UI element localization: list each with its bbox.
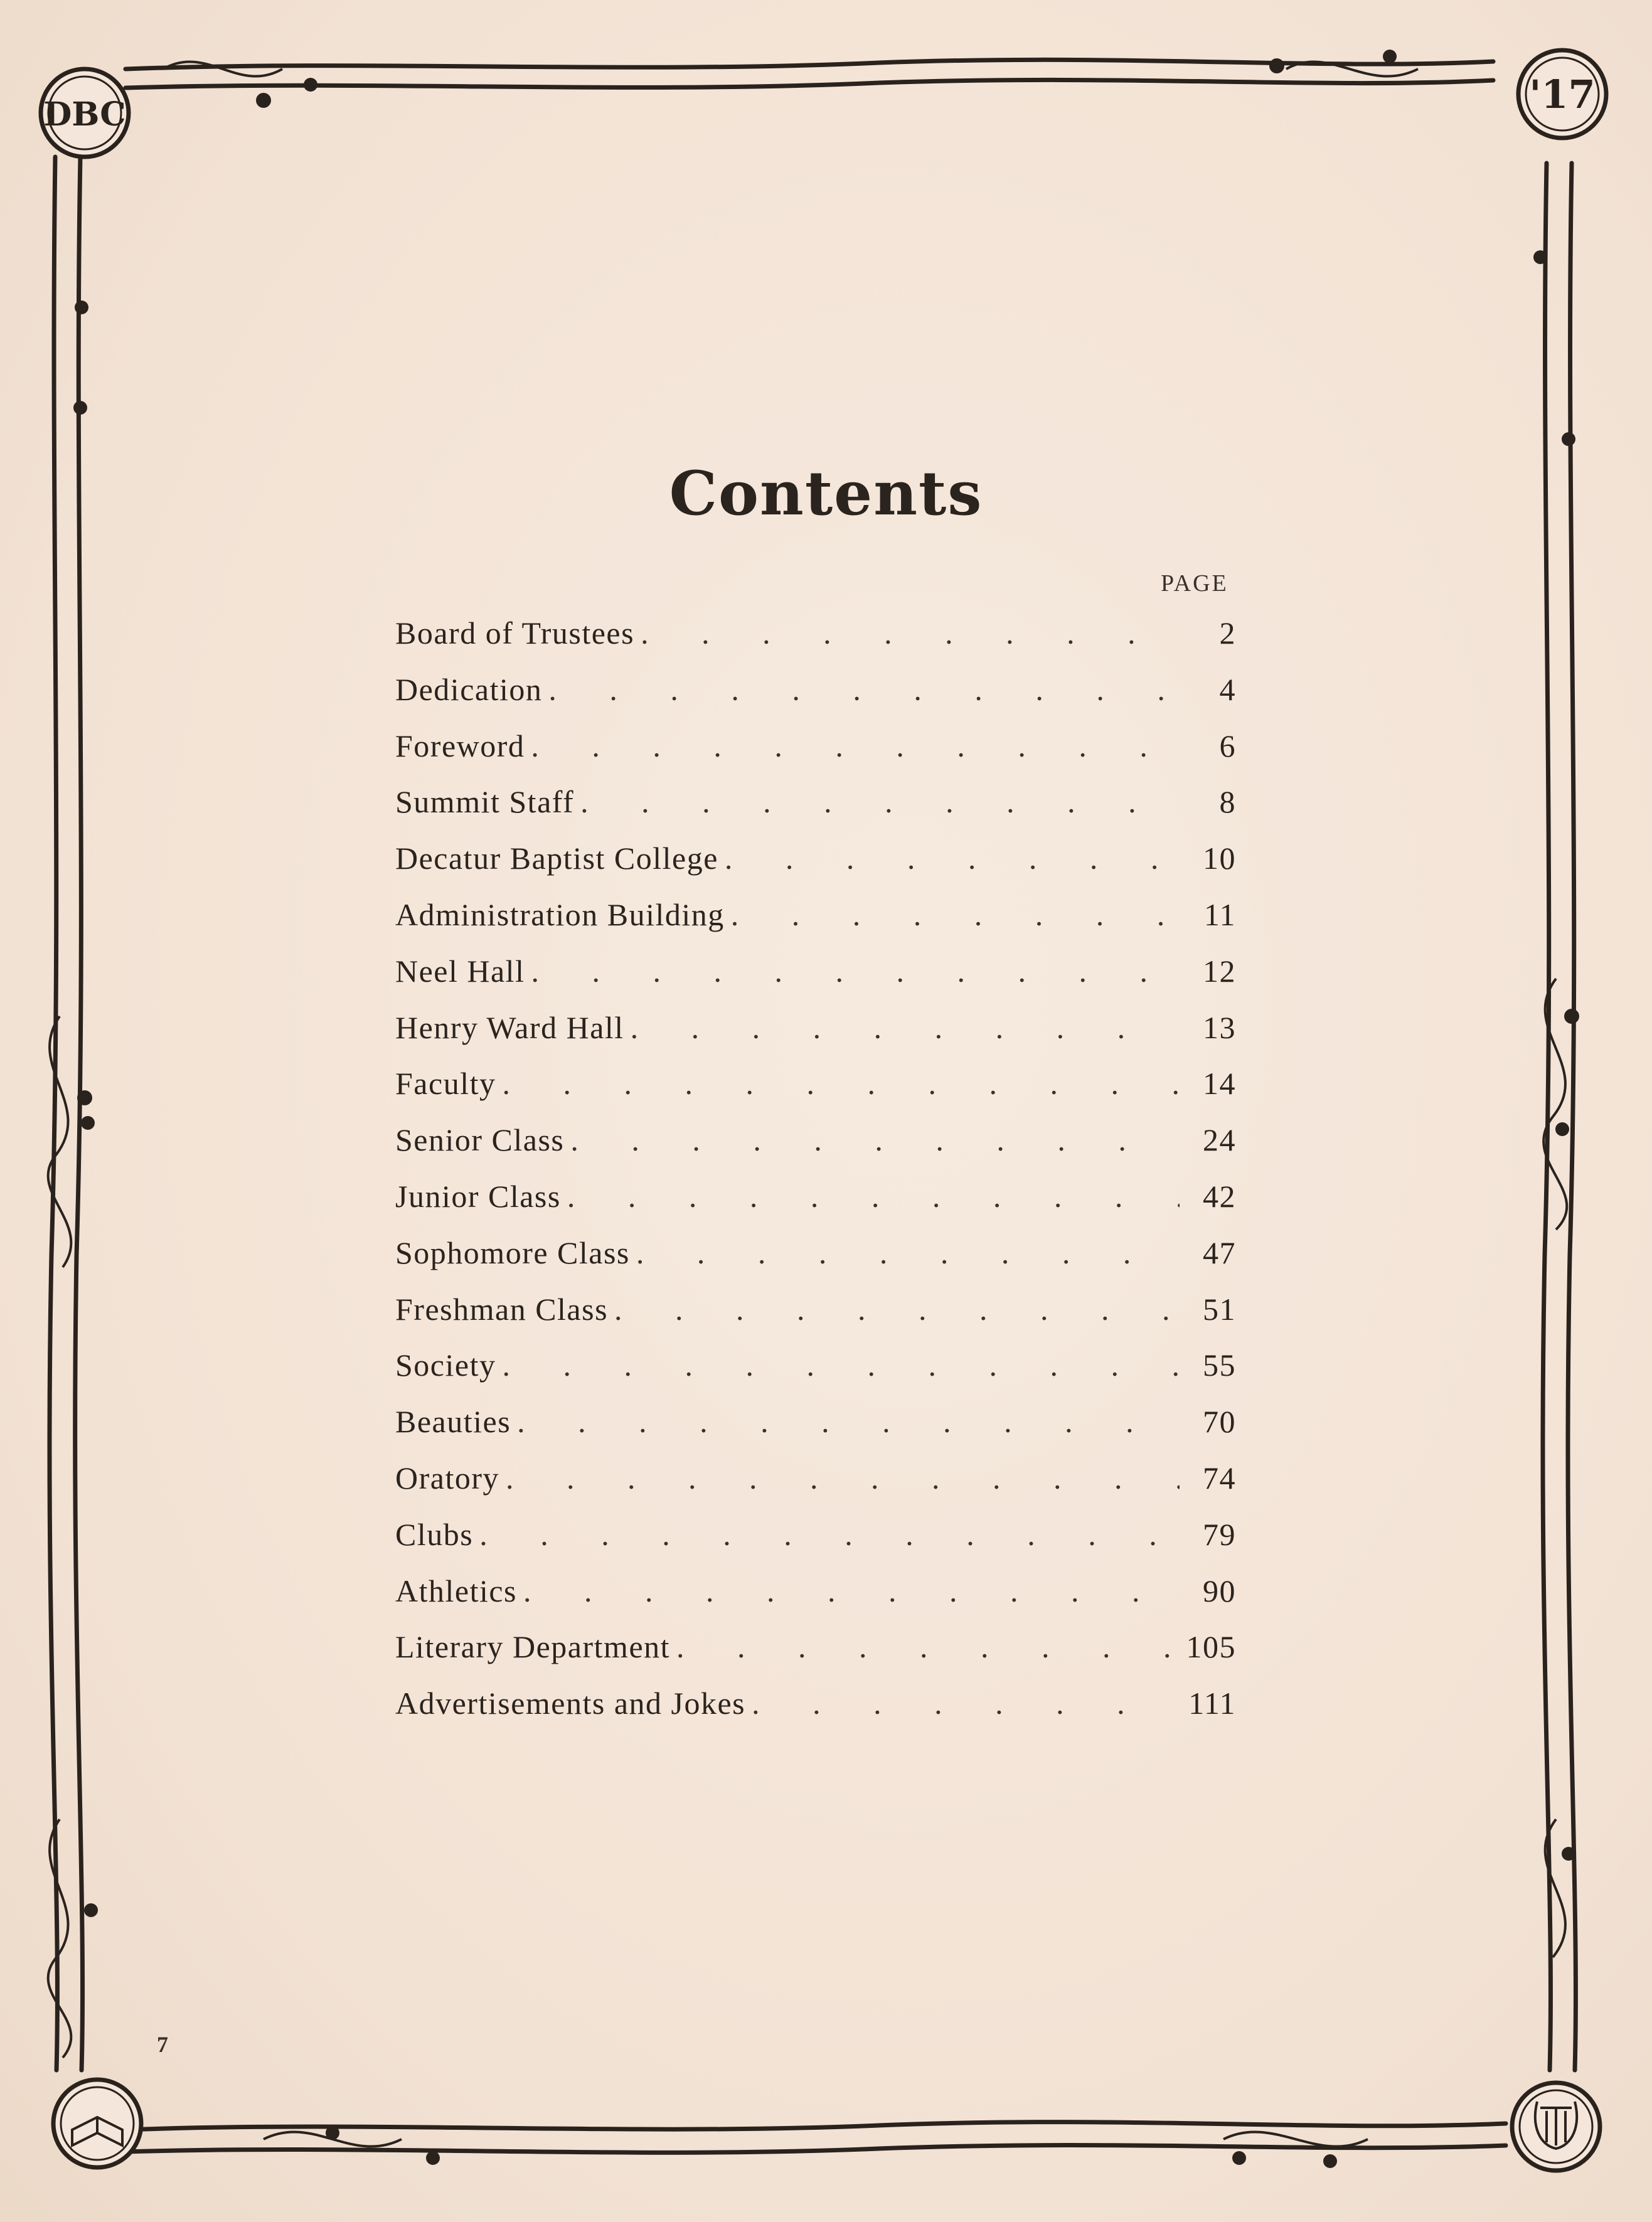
toc-entry[interactable]	[395, 1122, 1236, 1178]
toc-entry-page: 111	[1188, 1686, 1236, 1721]
toc-entry-page: 47	[1203, 1235, 1236, 1270]
page-column-header: PAGE	[1161, 570, 1228, 597]
dot-leader	[502, 1347, 1180, 1383]
dot-leader	[580, 784, 1180, 820]
dot-leader	[502, 1065, 1180, 1102]
dot-leader	[636, 1235, 1180, 1271]
toc-entry[interactable]	[395, 1629, 1236, 1685]
dot-leader	[570, 1122, 1180, 1158]
toc-entry-page: 90	[1203, 1573, 1236, 1608]
table-of-contents	[395, 615, 1236, 1741]
toc-entry-label: Oratory	[395, 1460, 499, 1496]
toc-entry-label: Decatur Baptist College	[395, 841, 718, 876]
toc-entry[interactable]	[395, 840, 1236, 896]
toc-entry-page: 24	[1203, 1122, 1236, 1158]
toc-entry-page: 11	[1203, 896, 1236, 932]
toc-entry-page: 74	[1203, 1460, 1236, 1496]
toc-entry-label: Society	[395, 1348, 496, 1383]
toc-entry[interactable]	[395, 1291, 1236, 1348]
toc-entry[interactable]	[395, 1235, 1236, 1291]
toc-entry-label: Athletics	[395, 1573, 518, 1608]
toc-entry-label: Beauties	[395, 1404, 511, 1440]
toc-entry-label: Sophomore Class	[395, 1235, 630, 1270]
dot-leader	[479, 1516, 1180, 1553]
toc-entry[interactable]	[395, 615, 1236, 671]
toc-entry-label: Clubs	[395, 1516, 474, 1552]
toc-entry[interactable]	[395, 1065, 1236, 1122]
toc-entry-page: 12	[1203, 953, 1236, 989]
dot-leader	[517, 1403, 1180, 1440]
toc-entry-label: Administration Building	[395, 896, 725, 932]
dbc-monogram-icon: DBC	[43, 95, 126, 134]
page-number: 7	[157, 2032, 168, 2057]
dot-leader	[725, 840, 1180, 876]
toc-entry-page: 4	[1219, 671, 1236, 707]
dot-leader	[614, 1291, 1180, 1327]
toc-entry[interactable]	[395, 671, 1236, 728]
toc-entry[interactable]	[395, 728, 1236, 784]
toc-entry-page: 42	[1203, 1178, 1236, 1214]
dot-leader	[731, 896, 1180, 933]
toc-entry-label: Neel Hall	[395, 953, 525, 989]
dot-leader	[567, 1178, 1180, 1215]
toc-entry-label: Advertisements and Jokes	[395, 1686, 746, 1721]
toc-entry-label: Junior Class	[395, 1178, 561, 1214]
toc-entry[interactable]	[395, 896, 1236, 953]
toc-entry-page: 79	[1203, 1516, 1236, 1552]
toc-entry[interactable]	[395, 1685, 1236, 1741]
dot-leader	[531, 953, 1180, 989]
toc-entry-page: 105	[1186, 1629, 1236, 1665]
dot-leader	[548, 671, 1180, 708]
dot-leader	[531, 728, 1180, 764]
toc-entry-label: Summit Staff	[395, 784, 575, 820]
toc-entry[interactable]	[395, 1516, 1236, 1573]
toc-entry[interactable]	[395, 1403, 1236, 1460]
toc-entry-page: 10	[1203, 841, 1236, 876]
toc-entry[interactable]	[395, 1178, 1236, 1235]
toc-entry-label: Board of Trustees	[395, 615, 635, 651]
dot-leader	[506, 1460, 1180, 1496]
toc-entry-page: 13	[1203, 1009, 1236, 1045]
dot-leader	[676, 1629, 1180, 1665]
toc-entry-label: Senior Class	[395, 1122, 565, 1158]
toc-entry-page: 55	[1203, 1348, 1236, 1383]
toc-entry[interactable]	[395, 1009, 1236, 1066]
dot-leader	[523, 1573, 1180, 1609]
toc-entry[interactable]	[395, 784, 1236, 840]
toc-entry-label: Foreword	[395, 728, 525, 763]
toc-entry[interactable]	[395, 953, 1236, 1009]
toc-entry-page: 2	[1219, 615, 1236, 651]
dot-leader	[641, 615, 1180, 651]
toc-entry[interactable]	[395, 1460, 1236, 1516]
toc-entry-page: 51	[1203, 1291, 1236, 1327]
toc-entry-page: 70	[1203, 1404, 1236, 1440]
toc-entry-page: 8	[1219, 784, 1236, 820]
dot-leader	[752, 1685, 1180, 1721]
toc-entry-label: Dedication	[395, 671, 543, 707]
toc-entry-label: Faculty	[395, 1066, 496, 1102]
toc-entry[interactable]	[395, 1347, 1236, 1403]
year-badge-icon: '17	[1529, 72, 1596, 117]
toc-entry-page: 6	[1219, 728, 1236, 763]
page-title: Contents	[669, 458, 983, 529]
toc-entry-label: Freshman Class	[395, 1291, 609, 1327]
toc-entry-label: Henry Ward Hall	[395, 1009, 624, 1045]
dot-leader	[631, 1009, 1180, 1046]
toc-entry[interactable]	[395, 1573, 1236, 1629]
toc-entry-page: 14	[1203, 1066, 1236, 1102]
toc-entry-label: Literary Department	[395, 1629, 671, 1665]
